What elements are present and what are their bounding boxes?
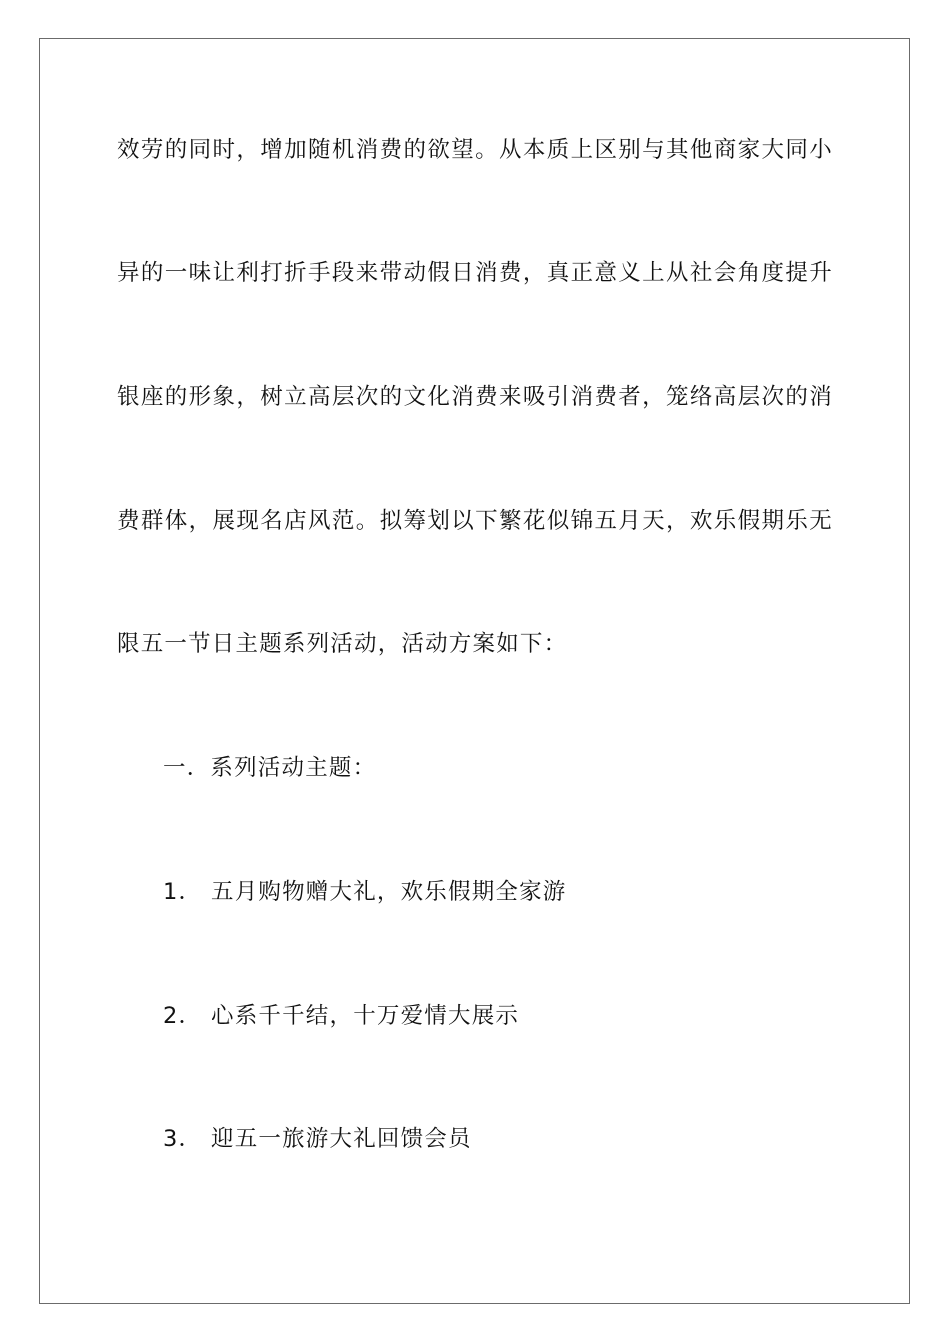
paragraph-line-2: 异的一味让利打折手段来带动假日消费，真正意义上从社会角度提升 <box>117 260 833 286</box>
paragraph-line-5: 限五一节日主题系列活动，活动方案如下： <box>117 631 568 657</box>
list-item <box>163 1002 519 1030</box>
paragraph-line-3: 银座的形象，树立高层次的文化消费来吸引消费者，笼络高层次的消 <box>117 384 833 410</box>
list-item-number: 1． <box>163 879 203 905</box>
list-item-text: 迎五一旅游大礼回馈会员 <box>211 1126 472 1152</box>
list-item-number: 3． <box>163 1126 203 1152</box>
paragraph-line-4: 费群体，展现名店风范。拟筹划以下繁花似锦五月天，欢乐假期乐无 <box>117 508 833 534</box>
section-heading: 一．系列活动主题： <box>163 755 377 781</box>
list-item <box>163 1125 472 1153</box>
list-item-number: 2． <box>163 1003 203 1029</box>
paragraph-line-1: 效劳的同时，增加随机消费的欲望。从本质上区别与其他商家大同小 <box>117 137 833 163</box>
list-item <box>163 878 567 906</box>
list-item-text: 五月购物赠大礼，欢乐假期全家游 <box>211 879 567 905</box>
list-item-text: 心系千千结，十万爱情大展示 <box>211 1003 520 1029</box>
page-border <box>39 38 910 1304</box>
